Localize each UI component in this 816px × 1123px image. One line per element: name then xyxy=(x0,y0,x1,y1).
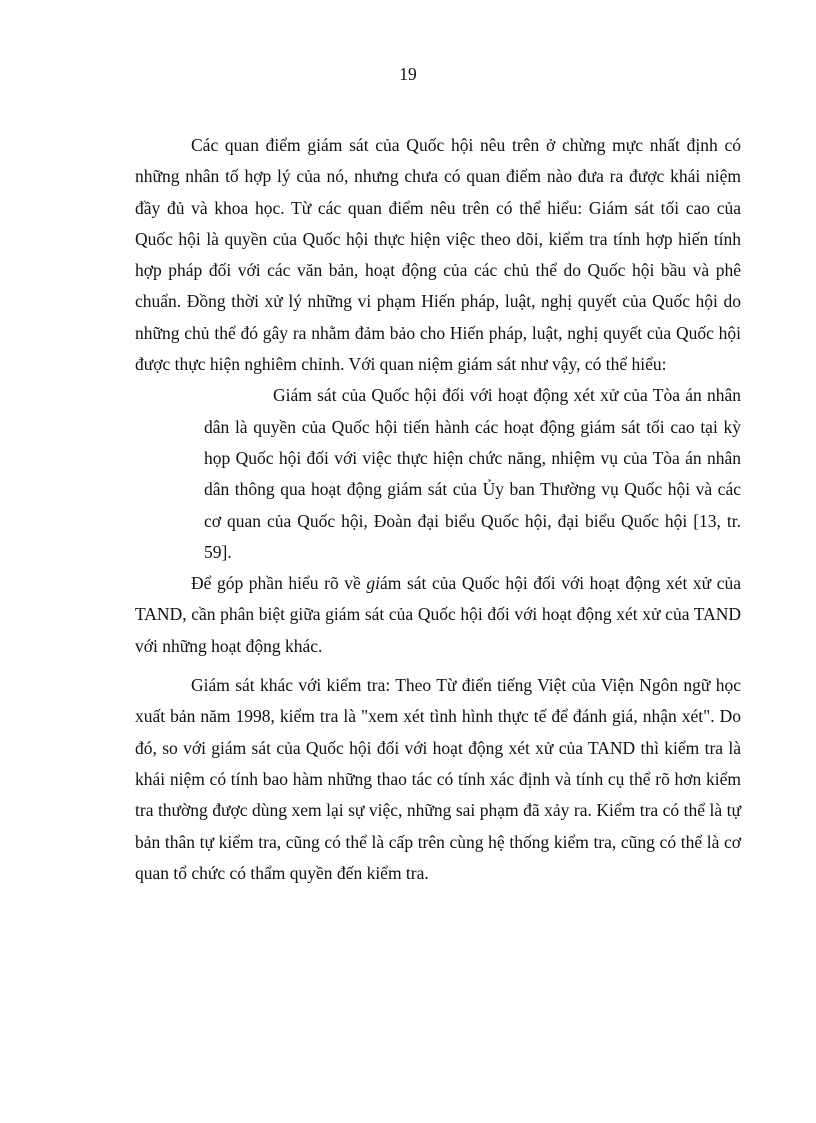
block-quote-definition: Giám sát của Quốc hội đối với hoạt động xét xử của Tòa án nhân dân là quyền của Quốc hội tiến hành các hoạt động giám sát tối cao tại kỳ họp Quốc hội đối với việc thực hiện chức năng, nhiệm vụ của Tòa án nhân dân thông qua hoạt động giám sát của Ủy ban Thường vụ Quốc hội và các cơ quan của Quốc hội, Đoàn đại biểu Quốc hội, đại biểu Quốc hội [13, tr. 59]. xyxy=(204,385,741,562)
paragraph-distinction-rest: ám sát của Quốc hội đối với hoạt động xét xử của TAND, cần phân biệt giữa giám sát của Quốc hội đối với hoạt động xét xử của TAND với những hoạt động khác. xyxy=(135,573,741,656)
paragraph-distinction xyxy=(135,568,741,662)
body-text xyxy=(135,130,741,889)
page-number: 19 xyxy=(399,64,417,84)
paragraph-distinction-start: Để góp phần hiểu rõ về xyxy=(191,573,367,594)
paragraph-distinction-italic: gi xyxy=(366,573,380,594)
paragraph-definition-intro: Các quan điểm giám sát của Quốc hội nêu trên ở chừng mực nhất định có những nhân tố hợp lý của nó, nhưng chưa có quan điểm nào đưa ra được khái niệm đầy đủ và khoa học. Từ các quan điểm nêu trên có thể hiểu: Giám sát tối cao của Quốc hội là quyền của Quốc hội thực hiện việc theo dõi, kiểm tra tính hợp hiến tính hợp pháp đối với các văn bản, hoạt động của các chủ thể do Quốc hội bầu và phê chuẩn. Đồng thời xử lý những vi phạm Hiến pháp, luật, nghị quyết của Quốc hội do những chủ thể đó gây ra nhằm đảm bảo cho Hiến pháp, luật, nghị quyết của Quốc hội được thực hiện nghiêm chỉnh. Với quan niệm giám sát như vậy, có thể hiểu: xyxy=(135,135,741,375)
paragraph-supervision-vs-inspection: Giám sát khác với kiểm tra: Theo Từ điển tiếng Việt của Viện Ngôn ngữ học xuất bản năm 1998, kiểm tra là "xem xét tình hình thực tế để đánh giá, nhận xét". Do đó, so với giám sát của Quốc hội đối với hoạt động xét xử của TAND thì kiểm tra là khái niệm có tính bao hàm những thao tác có tính xác định và tính cụ thể rõ hơn kiểm tra thường được dùng xem lại sự việc, những sai phạm đã xảy ra. Kiểm tra có thể là tự bản thân tự kiểm tra, cũng có thể là cấp trên cùng hệ thống kiểm tra, cũng có thể là cơ quan tổ chức có thẩm quyền đến kiểm tra. xyxy=(135,675,741,883)
